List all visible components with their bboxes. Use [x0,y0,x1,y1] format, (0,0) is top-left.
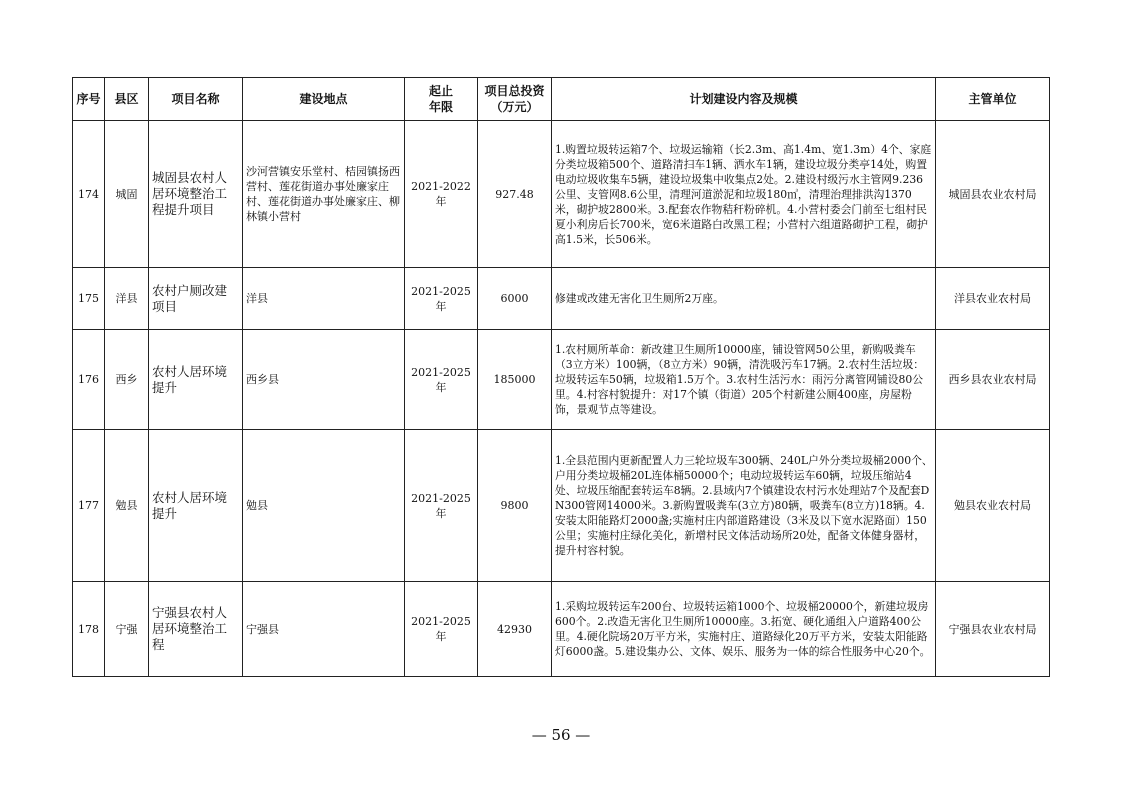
cell-dept: 勉县农业农村局 [936,430,1050,582]
header-investment: 项目总投资 （万元） [478,78,552,121]
header-name: 项目名称 [149,78,243,121]
table-row [73,430,1050,582]
cell-location: 勉县 [243,430,405,582]
cell-seq: 177 [73,430,105,582]
header-seq: 序号 [73,78,105,121]
table-row [73,121,1050,268]
cell-dept: 洋县农业农村局 [936,268,1050,330]
cell-plan: 1.采购垃圾转运车200台、垃圾转运箱1000个、垃圾桶20000个，新建垃圾房600个。2.改造无害化卫生厕所10000座。3.拓宽、硬化通组入户道路400公里。4.硬化院场20万平方米，实施村庄、道路绿化20万平方米，安装太阳能路灯6000盏。5.建设集办公、文体、娱乐、服务为一体的综合性服务中心20个。 [552,582,936,677]
header-plan: 计划建设内容及规模 [552,78,936,121]
cell-period: 2021-2025年 [405,430,478,582]
table-row [73,330,1050,430]
cell-county: 勉县 [105,430,149,582]
cell-name: 农村人居环境提升 [149,330,243,430]
cell-plan: 修建或改建无害化卫生厕所2万座。 [552,268,936,330]
cell-location: 西乡县 [243,330,405,430]
cell-seq: 178 [73,582,105,677]
table-row [73,268,1050,330]
cell-county: 洋县 [105,268,149,330]
cell-dept: 宁强县农业农村局 [936,582,1050,677]
cell-period: 2021-2025年 [405,582,478,677]
cell-investment: 185000 [478,330,552,430]
cell-name: 宁强县农村人居环境整治工程 [149,582,243,677]
cell-seq: 176 [73,330,105,430]
cell-name: 农村户厕改建项目 [149,268,243,330]
header-dept: 主管单位 [936,78,1050,121]
cell-name: 农村人居环境提升 [149,430,243,582]
project-table [72,77,1050,677]
header-period: 起止 年限 [405,78,478,121]
table-row [73,582,1050,677]
cell-seq: 174 [73,121,105,268]
cell-period: 2021-2025年 [405,268,478,330]
cell-dept: 西乡县农业农村局 [936,330,1050,430]
cell-investment: 927.48 [478,121,552,268]
cell-period: 2021-2025年 [405,330,478,430]
cell-period: 2021-2022年 [405,121,478,268]
cell-county: 西乡 [105,330,149,430]
cell-location: 宁强县 [243,582,405,677]
cell-county: 城固 [105,121,149,268]
header-location: 建设地点 [243,78,405,121]
cell-plan: 1.农村厕所革命：新改建卫生厕所10000座，铺设管网50公里，新购吸粪车（3立方米）100辆，（8立方米）90辆，清洗吸污车17辆。2.农村生活垃圾：垃圾转运车50辆，垃圾箱1.5万个。3.农村生活污水：雨污分离管网铺设80公里。4.村容村貌提升：对17个镇（街道）205个村新建公厕400座，房屋粉饰，景观节点等建设。 [552,330,936,430]
cell-dept: 城固县农业农村局 [936,121,1050,268]
cell-plan: 1.购置垃圾转运箱7个、垃圾运输箱（长2.3m、高1.4m、宽1.3m）4个、家庭分类垃圾箱500个、道路清扫车1辆、洒水车1辆，建设垃圾分类亭14处，购置电动垃圾收集车5辆，建设垃圾集中收集点2处。2.建设村级污水主管网9.236公里、支管网8.6公里，清理河道淤泥和垃圾180㎥，清理治理排洪沟1370米，砌护坡2800米。3.配套农作物秸秆粉碎机。4.小营村委会门前至七组村民夏小利房后长700米，宽6米道路白改黑工程；小营村六组道路砌护工程，砌护高1.5米，长506米。 [552,121,936,268]
header-row [73,78,1050,121]
cell-investment: 6000 [478,268,552,330]
cell-location: 沙河营镇安乐堂村、桔园镇扬西营村、莲花街道办事处廉家庄村、莲花街道办事处廉家庄、柳林镇小营村 [243,121,405,268]
cell-plan: 1.全县范围内更新配置人力三轮垃圾车300辆、240L户外分类垃圾桶2000个、户用分类垃圾桶20L连体桶50000个；电动垃圾转运车60辆，垃圾压缩站4处、垃圾压缩配套转运车8辆。2.县域内7个镇建设农村污水处理站7个及配套DN300管网14000米。3.新购置吸粪车(3立方)80辆，吸粪车(8立方)18辆。4.安装太阳能路灯2000盏;实施村庄内部道路建设（3米及以下宽水泥路面）150公里；实施村庄绿化美化，新增村民文体活动场所20处，配备文体健身器材，提升村容村貌。 [552,430,936,582]
cell-investment: 9800 [478,430,552,582]
cell-name: 城固县农村人居环境整治工程提升项目 [149,121,243,268]
cell-investment: 42930 [478,582,552,677]
cell-county: 宁强 [105,582,149,677]
cell-seq: 175 [73,268,105,330]
cell-location: 洋县 [243,268,405,330]
page-number: — 56 — [531,726,591,744]
header-county: 县区 [105,78,149,121]
